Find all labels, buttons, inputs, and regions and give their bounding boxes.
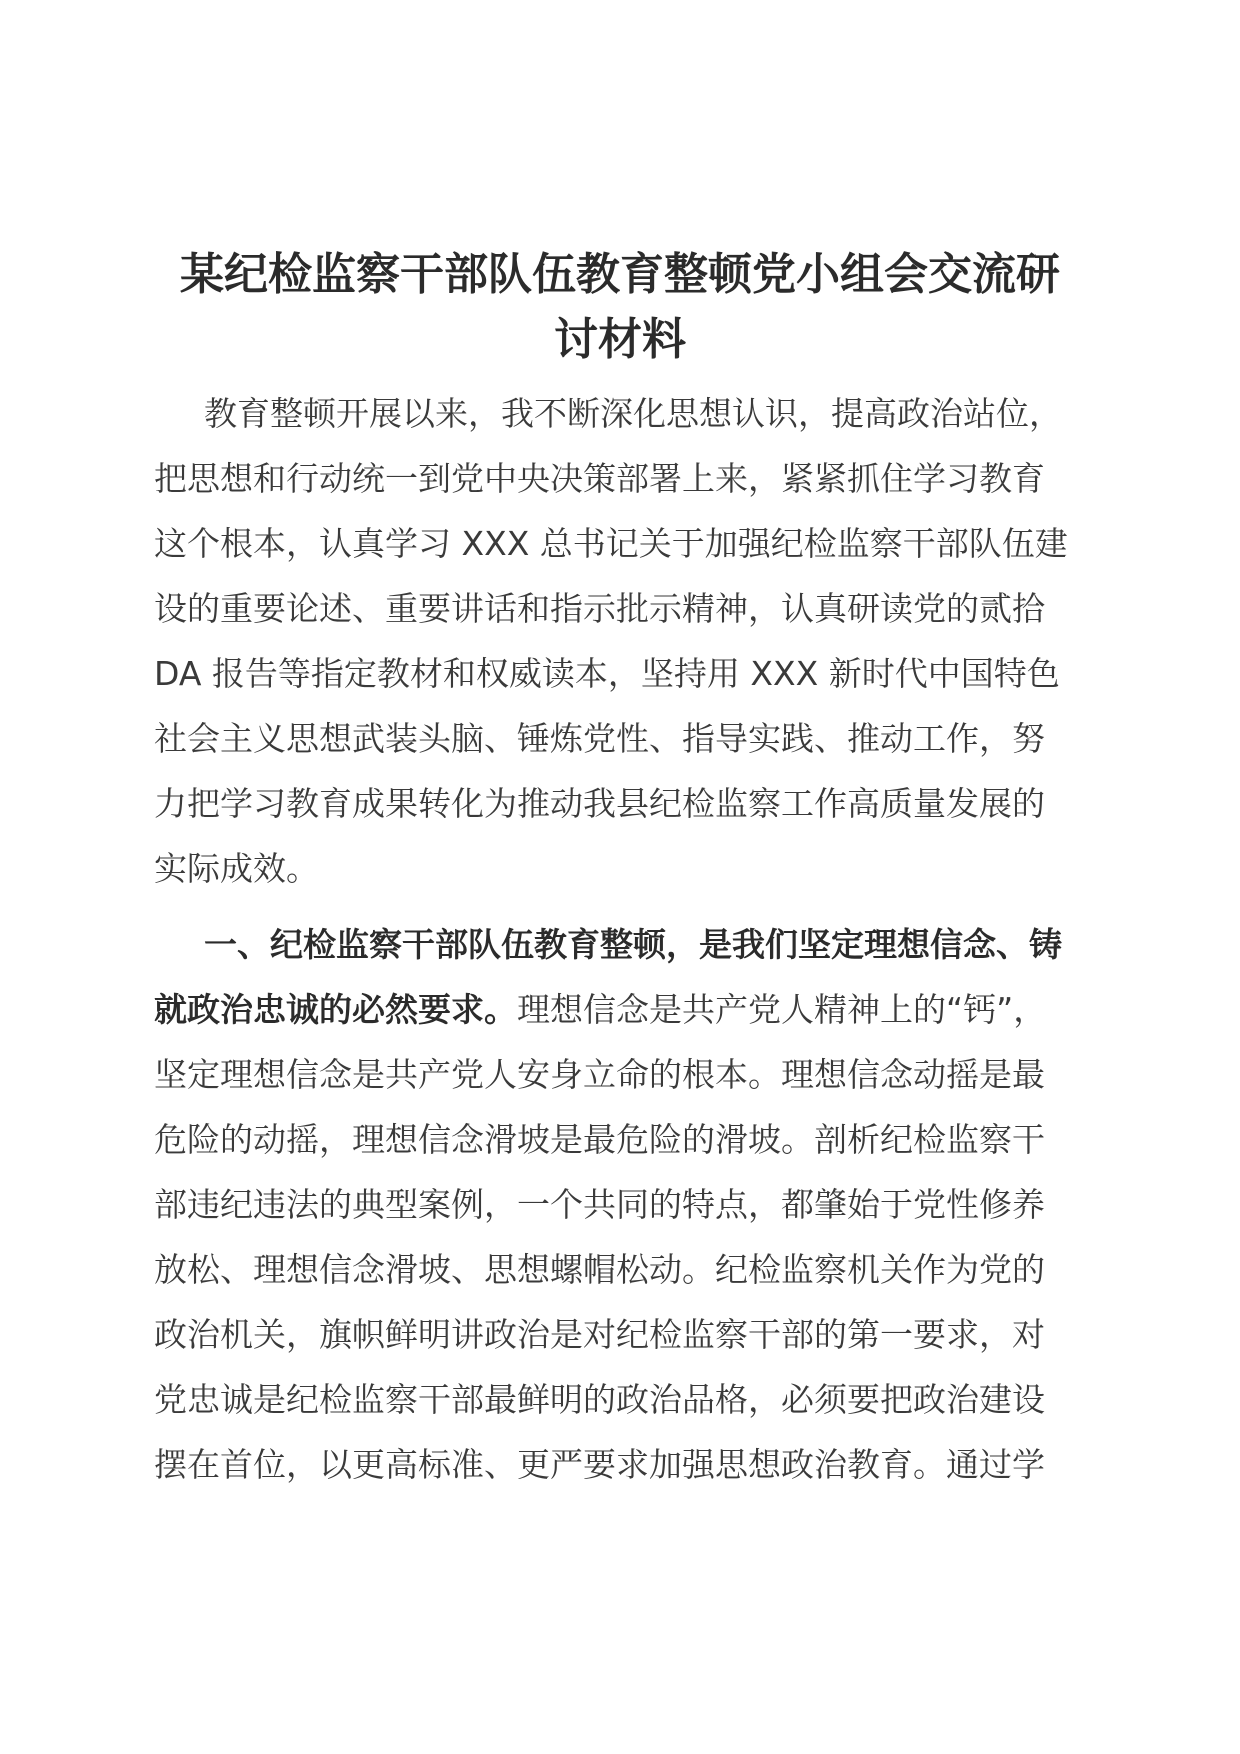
paragraph-line: 教育整顿开展以来，我不断深化思想认识，提高政治站位， (204, 394, 1062, 433)
paragraph-intro (154, 381, 1086, 901)
paragraph-line: 党忠诚是纪检监察干部最鲜明的政治品格，必须要把政治建设 (154, 1380, 1045, 1419)
paragraph-line: 这个根本，认真学习 XXX 总书记关于加强纪检监察干部队伍建 (154, 524, 1068, 563)
section-heading-line-1: 一、纪检监察干部队伍教育整顿，是我们坚定理想信念、铸 (204, 925, 1062, 964)
paragraph-line: 把思想和行动统一到党中央决策部署上来，紧紧抓住学习教育 (154, 459, 1045, 498)
paragraph-line: 社会主义思想武装头脑、锤炼党性、指导实践、推动工作，努 (154, 719, 1045, 758)
document-title (150, 242, 1090, 372)
paragraph-line: DA 报告等指定教材和权威读本，坚持用 XXX 新时代中国特色 (154, 654, 1060, 693)
paragraph-line: 放松、理想信念滑坡、思想螺帽松动。纪检监察机关作为党的 (154, 1250, 1045, 1289)
section-heading-bold: 就政治忠诚的必然要求。 (154, 990, 517, 1029)
title-line-1: 某纪检监察干部队伍教育整顿党小组会交流研 (180, 249, 1060, 300)
section-heading-line-2 (154, 977, 1086, 1042)
paragraph-line: 部违纪违法的典型案例，一个共同的特点，都肇始于党性修养 (154, 1185, 1045, 1224)
paragraph-section-one (154, 912, 1086, 1497)
title-line-2: 讨材料 (554, 314, 686, 365)
paragraph-line: 摆在首位，以更高标准、更严要求加强思想政治教育。通过学 (154, 1445, 1045, 1484)
paragraph-line: 坚定理想信念是共产党人安身立命的根本。理想信念动摇是最 (154, 1055, 1045, 1094)
paragraph-line: 政治机关，旗帜鲜明讲政治是对纪检监察干部的第一要求，对 (154, 1315, 1045, 1354)
paragraph-line: 实际成效。 (154, 849, 319, 888)
paragraph-line: 设的重要论述、重要讲话和指示批示精神，认真研读党的贰拾 (154, 589, 1045, 628)
paragraph-line: 危险的动摇，理想信念滑坡是最危险的滑坡。剖析纪检监察干 (154, 1120, 1045, 1159)
paragraph-line: 力把学习教育成果转化为推动我县纪检监察工作高质量发展的 (154, 784, 1045, 823)
paragraph-line-rest: 理想信念是共产党人精神上的“钙”， (517, 990, 1047, 1029)
